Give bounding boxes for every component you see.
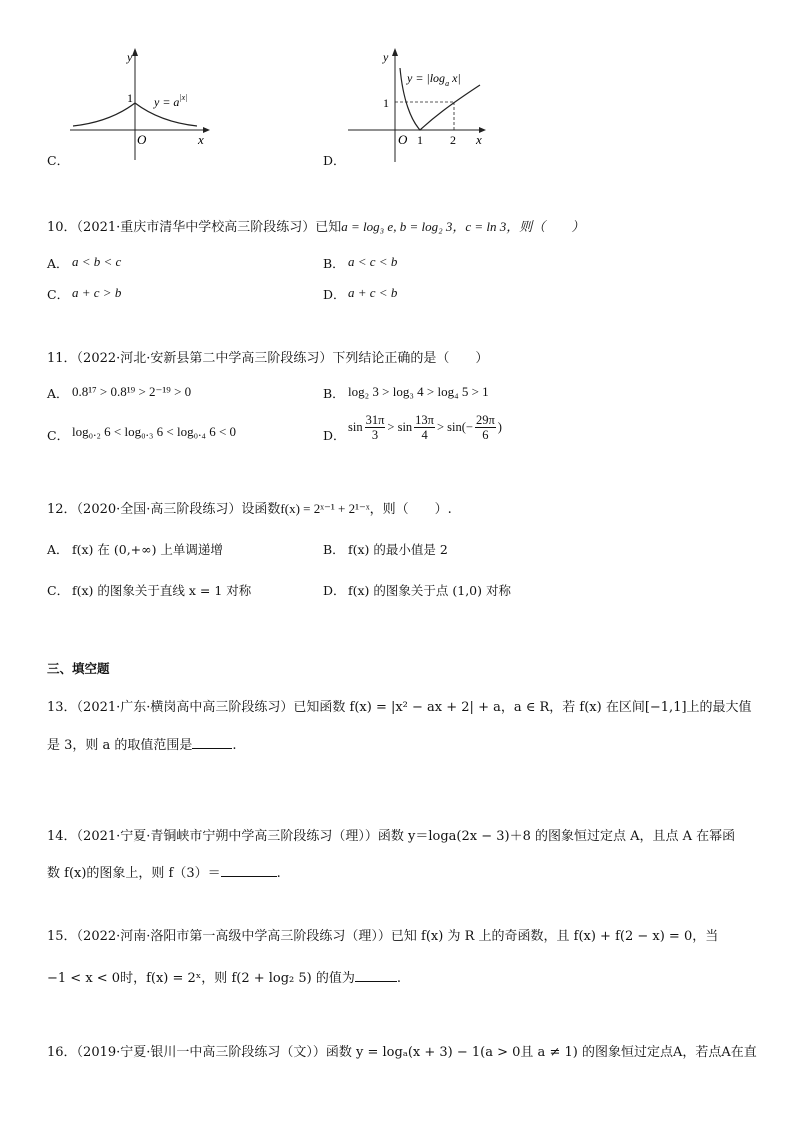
q10-option-d-text: a + c < b: [348, 285, 398, 300]
q12-function: f(x) = 2ˣ⁻¹ + 2¹⁻ˣ: [280, 501, 370, 516]
q15-line2: −1 < x < 0时，f(x) = 2ˣ，则 f(2 + log₂ 5) 的值为 .: [47, 967, 401, 986]
graph-c-function-label: $y = a^{|x|}$: [154, 93, 188, 109]
graph-d-origin: O: [398, 132, 408, 147]
graph-c-tick-one: 1: [127, 91, 133, 105]
graph-d-y-arrow: [392, 48, 398, 56]
q10-expression: a = log₃ e, b = log₂ 3，c = ln 3，则（ ）: [341, 219, 585, 234]
graph-d-tick-x1: 1: [417, 133, 423, 147]
q14-line1: 14．（2021·宁夏·青铜峡市宁朔中学高三阶段练习（理））函数 y＝loga(2x − 3)＋8 的图象恒过定点 A，且点 A 在幂函: [47, 829, 736, 844]
q12-option-a-text: f(x) 在 (0,+∞) 上单调递增: [72, 542, 223, 557]
q10-option-a-label: A．: [47, 256, 69, 271]
q10-option-c-text: a + c > b: [72, 285, 122, 300]
q11-option-b-text: log₂ 3 > log₃ 4 > log₄ 5 > 1: [348, 384, 489, 399]
section-heading: 三、填空题: [47, 661, 110, 676]
answer-blank[interactable]: [355, 967, 397, 982]
q15-line1: 15．（2022·河南·洛阳市第一高级中学高三阶段练习（理））已知 f(x) 为 R 上的奇函数，且 f(x) + f(2 − x) = 0，当: [47, 929, 719, 944]
graph-c-exponential-abs: [65, 40, 225, 170]
q10-option-c-label: C．: [47, 287, 70, 302]
q12-option-c-label: C．: [47, 583, 70, 598]
graph-d-log-abs: [343, 40, 503, 170]
q12-option-d-text: f(x) 的图象关于点 (1,0) 对称: [348, 583, 511, 598]
q12-option-d-label: D．: [323, 583, 346, 598]
q12-option-b-label: B．: [323, 542, 345, 557]
fraction: $\frac{29\pi}{6}$: [475, 413, 495, 442]
graph-c-y-label: y: [127, 50, 133, 64]
q11-option-c-text: log₀.₂ 6 < log₀.₃ 6 < log₀.₄ 6 < 0: [72, 424, 237, 439]
q11-stem: 11．（2022·河北·安新县第二中学高三阶段练习）下列结论正确的是（ ）: [47, 351, 489, 366]
q10-option-d-label: D．: [323, 287, 346, 302]
q10-option-a-text: a < b < c: [72, 254, 122, 269]
graph-d-x-label: x: [476, 132, 482, 147]
answer-blank[interactable]: [221, 862, 277, 877]
option-d-label: D．: [323, 153, 346, 168]
q10-stem: 10．（2021·重庆市清华中学校高三阶段练习）已知a = log₃ e, b = log₂ 3，c = ln 3，则（ ）: [47, 219, 585, 235]
option-c-label: C．: [47, 153, 70, 168]
graph-d-tick-x2: 2: [450, 133, 456, 147]
q10-option-b-label: B．: [323, 256, 345, 271]
answer-blank[interactable]: [192, 734, 232, 749]
graph-d-tick-y1: 1: [383, 96, 389, 110]
graph-d-function-label: $y = |\log_a$ x|: [407, 71, 461, 88]
q12-option-b-text: f(x) 的最小值是 2: [348, 542, 448, 557]
q12-option-a-label: A．: [47, 542, 69, 557]
graph-c-x-arrow: [203, 127, 210, 133]
q10-option-b-text: a < c < b: [348, 254, 398, 269]
q13-line1: 13．（2021·广东·横岗高中高三阶段练习）已知函数 f(x) = |x² − ax + 2| + a，a ∈ R，若 f(x) 在区间[−1,1]上的最大值: [47, 700, 752, 715]
q13-line2: 是 3，则 a 的取值范围是 .: [47, 734, 237, 753]
fraction: 13π 4: [415, 413, 434, 442]
graph-c-origin: O: [137, 132, 147, 147]
graph-d-y-label: y: [383, 50, 389, 64]
q16-line1: 16．（2019·宁夏·银川一中高三阶段练习（文））函数 y = logₐ(x + 3) − 1(a > 0且 a ≠ 1) 的图象恒过定点A，若点A在直: [47, 1045, 757, 1060]
q14-line2: 数 f(x)的图象上，则 f（3）＝ .: [47, 862, 281, 881]
q12-stem: 12．（2020·全国·高三阶段练习）设函数f(x) = 2ˣ⁻¹ + 2¹⁻ˣ，则（ ）.: [47, 501, 452, 517]
q12-option-c-text: f(x) 的图象关于直线 x = 1 对称: [72, 583, 252, 598]
q11-option-a-text: 0.8¹⁷ > 0.8¹⁹ > 2⁻¹⁹ > 0: [72, 384, 192, 399]
q11-option-d-label: D．: [323, 428, 346, 443]
fraction: 31π 3: [365, 413, 385, 442]
q11-option-a-label: A．: [47, 386, 69, 401]
q11-option-b-label: B．: [323, 386, 345, 401]
q11-option-d-text: sin 31π 3 > sin 13π 4 > sin(− $\frac{29\pi}{6}$ ): [348, 413, 502, 442]
graph-c-x-label: x: [198, 132, 204, 147]
q11-option-c-label: C．: [47, 428, 70, 443]
graph-c-y-arrow: [132, 48, 138, 56]
